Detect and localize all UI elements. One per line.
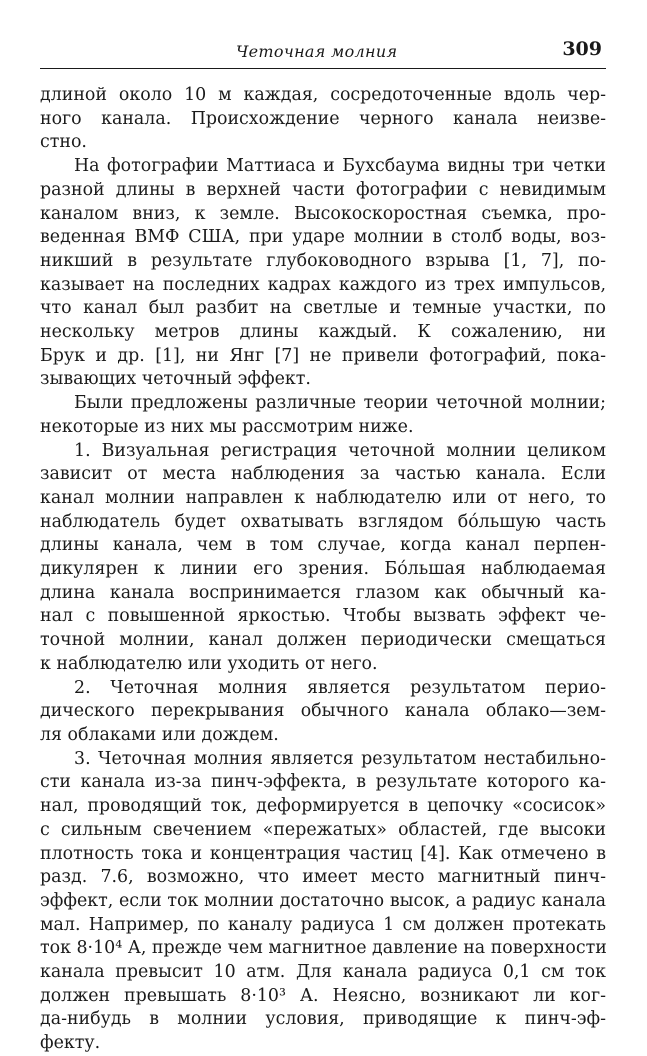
text-line: сти канала из-за пинч-эффекта, в результате которого ка- xyxy=(40,772,606,793)
text-line: зависит от места наблюдения за частью канала. Если xyxy=(40,464,606,485)
text-line: Были предложены различные теории четочной молнии; xyxy=(74,393,606,414)
body-text xyxy=(40,84,606,1056)
text-line: 3. Четочная молния является результатом нестабильно- xyxy=(74,748,606,769)
text-line: мал. Например, по каналу радиуса 1 см должен протекать xyxy=(40,914,606,935)
text-line: 2. Четочная молния является результатом перио- xyxy=(74,677,606,698)
text-line: разд. 7.6, возможно, что имеет место магнитный пинч- xyxy=(40,867,606,888)
text-line: зывающих четочный эффект. xyxy=(40,369,311,390)
text-line: дикулярен к линии его зрения. Бо́льшая наблюдаемая xyxy=(40,559,606,580)
paragraph xyxy=(40,155,606,392)
paragraph xyxy=(40,84,606,155)
text-line: На фотографии Маттиаса и Бухсбаума видны три четки xyxy=(74,156,606,177)
text-line: плотность тока и концентрация частиц [4]. Как отмечено в xyxy=(40,843,606,864)
text-line: дического перекрывания обычного канала облако—зем- xyxy=(40,701,606,722)
text-line: стно. xyxy=(40,132,87,153)
text-line: ток 8·10⁴ А, прежде чем магнитное давление на поверхности xyxy=(40,938,607,959)
text-line: длины канала, чем в том случае, когда канал перпен- xyxy=(40,535,606,556)
text-line: нал, проводящий ток, деформируется в цепочку «сосисок» xyxy=(40,796,606,817)
text-line: канал молнии направлен к наблюдателю или от него, то xyxy=(40,487,606,508)
text-line: эффект, если ток молнии достаточно высок, а радиус канала xyxy=(40,890,606,911)
text-line: никший в результате глубоководного взрыва [1, 7], по- xyxy=(40,250,606,271)
paragraph xyxy=(40,677,606,748)
text-line: канала превысит 10 атм. Для канала радиуса 0,1 см ток xyxy=(40,962,606,983)
header-rule xyxy=(40,68,606,69)
text-line: Брук и др. [1], ни Янг [7] не привели фотографий, пока- xyxy=(40,345,606,366)
text-line: длина канала воспринимается глазом как обычный ка- xyxy=(40,582,606,603)
text-line: ля облаками или дождем. xyxy=(40,724,279,745)
text-line: точной молнии, канал должен периодически смещаться xyxy=(40,630,606,651)
text-line: нескольку метров длины каждый. К сожалению, ни xyxy=(40,322,606,343)
paragraph xyxy=(40,392,606,439)
text-line: да-нибудь в молнии условия, приводящие к пинч-эф- xyxy=(40,1009,606,1030)
text-line: к наблюдателю или уходить от него. xyxy=(40,653,378,674)
text-line: длиной около 10 м каждая, сосредоточенные вдоль чер- xyxy=(40,85,606,105)
text-line: разной длины в верхней части фотографии с невидимым xyxy=(40,179,606,200)
text-line: ного канала. Происхождение черного канала неизве- xyxy=(40,108,606,129)
text-line: должен превышать 8·10³ А. Неясно, возникают ли ког- xyxy=(40,985,606,1006)
page-number: 309 xyxy=(562,38,602,60)
paragraph xyxy=(40,748,606,1056)
text-line: наблюдатель будет охватывать взглядом бо́льшую часть xyxy=(40,511,606,532)
text-line: некоторые из них мы рассмотрим ниже. xyxy=(40,416,414,437)
text-line: что канал был разбит на светлые и темные участки, по xyxy=(40,298,606,319)
text-line: нал с повышенной яркостью. Чтобы вызвать эффект че- xyxy=(40,606,606,627)
book-page xyxy=(40,28,606,1056)
text-line: 1. Визуальная регистрация четочной молнии целиком xyxy=(74,440,606,461)
running-head xyxy=(40,28,606,66)
text-line: с сильным свечением «пережатых» областей, где высоки xyxy=(40,819,606,840)
text-line: фекту. xyxy=(40,1033,101,1054)
text-line: казывает на последних кадрах каждого из трех импульсов, xyxy=(40,274,606,295)
running-head-title: Четочная молния xyxy=(236,42,398,61)
paragraph xyxy=(40,440,606,677)
text-line: веденная ВМФ США, при ударе молнии в столб воды, воз- xyxy=(40,227,606,248)
text-line: каналом вниз, к земле. Высокоскоростная съемка, про- xyxy=(40,203,606,224)
